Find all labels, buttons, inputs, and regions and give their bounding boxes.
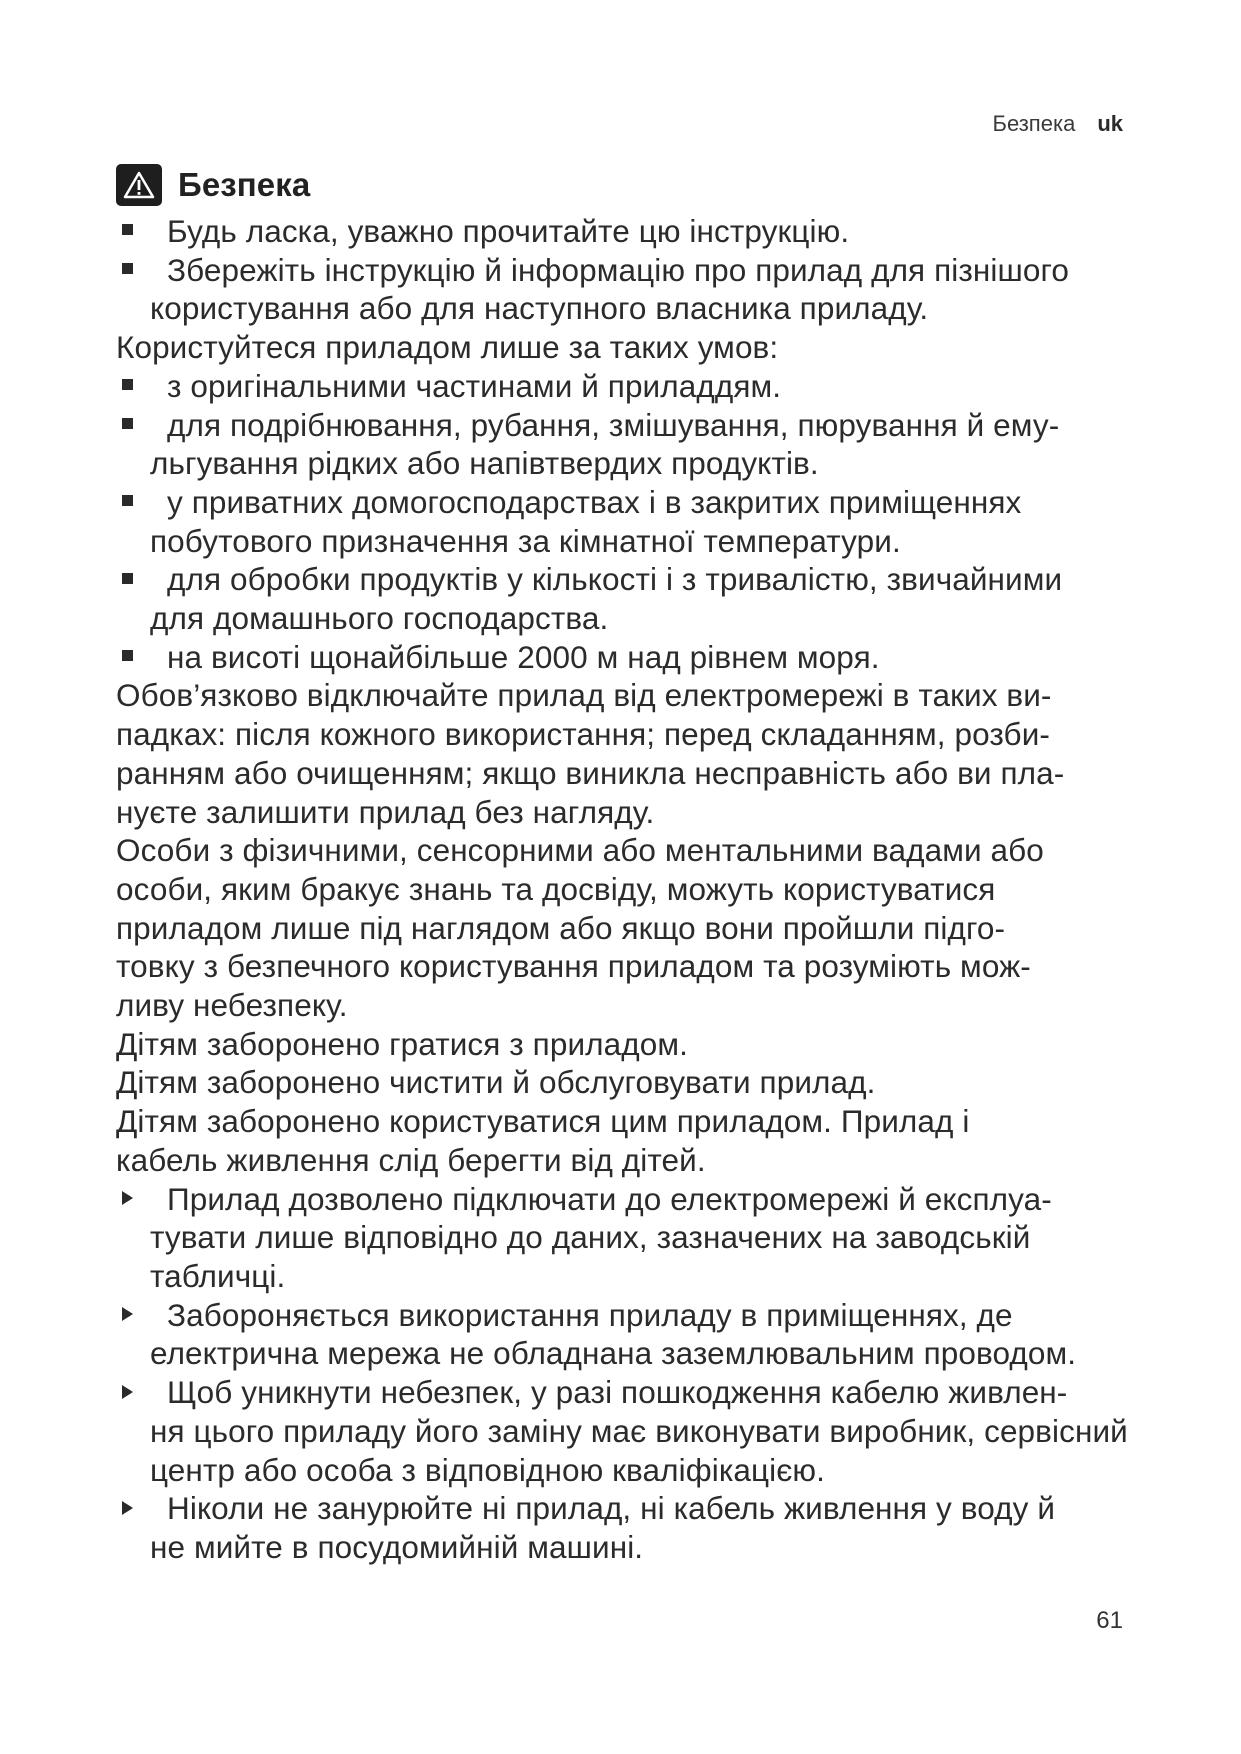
arrow-bullet-icon xyxy=(116,1180,150,1219)
item-text-continued: тувати лише відповідно до даних, зазначених на заводській табличці. xyxy=(150,1219,1031,1294)
paragraph-line: падках: після кожного використання; перед складанням, розби- xyxy=(116,716,1050,753)
item-text: Прилад дозволено підключати до електромережі й експлуа- xyxy=(167,1180,1052,1217)
warning-icon xyxy=(116,164,162,206)
item-text-continued: електрична мережа не обладнана заземлювальним проводом. xyxy=(150,1335,1077,1372)
item-text-continued: для домашнього господарства. xyxy=(150,600,609,637)
item-text: Забороняється використання приладу в приміщеннях, де xyxy=(167,1296,1013,1333)
page-number: 61 xyxy=(1096,1607,1123,1634)
item-text: Збережіть інструкцію й інформацію про прилад для пізнішого xyxy=(167,251,1069,288)
bullet-item xyxy=(116,483,1156,560)
square-bullet-icon xyxy=(116,483,150,522)
item-text: для подрібнювання, рубання, змішування, пюрування й ему- xyxy=(167,406,1060,443)
instruction-item xyxy=(116,1373,1156,1489)
paragraph-line: товку з безпечного користування приладом та розуміють мож- xyxy=(116,948,1031,985)
arrow-bullet-icon xyxy=(116,1489,150,1528)
item-text-continued: льгування рідких або напівтвердих продуктів. xyxy=(150,445,819,482)
paragraph-line: кабель живлення слід берегти від дітей. xyxy=(116,1141,706,1178)
section-title xyxy=(116,162,1156,208)
instruction-item xyxy=(116,1296,1156,1373)
paragraph-line: приладом лише під наглядом або якщо вони пройшли підго- xyxy=(116,909,1006,946)
item-text: на висоті щонайбільше 2000 м над рівнем моря. xyxy=(167,638,880,675)
paragraph-line: нуєте залишити прилад без нагляду. xyxy=(116,793,655,830)
paragraph-line: ранням або очищенням; якщо виникла несправність або ви пла- xyxy=(116,754,1065,791)
square-bullet-icon xyxy=(116,406,150,445)
instruction-item xyxy=(116,1489,1156,1566)
item-text-continued: користування або для наступного власника приладу. xyxy=(150,290,929,327)
item-text: у приватних домогосподарствах і в закритих приміщеннях xyxy=(167,483,1022,520)
body-text xyxy=(116,212,1156,1567)
item-text: Ніколи не занурюйте ні прилад, ні кабель живлення у воду й xyxy=(167,1490,1056,1527)
paragraph-line: ливу небезпеку. xyxy=(116,987,348,1024)
header-section: Безпека xyxy=(992,111,1076,136)
paragraph-line: Дітям заборонено гратися з приладом. xyxy=(116,1025,688,1062)
square-bullet-icon xyxy=(116,638,150,677)
paragraph-line: особи, яким бракує знань та досвіду, можуть користуватися xyxy=(116,870,996,907)
item-text-continued: побутового призначення за кімнатної температури. xyxy=(150,522,901,559)
running-header xyxy=(993,113,1123,135)
bullet-item xyxy=(116,212,1156,251)
paragraph-line: Дітям заборонено користуватися цим приладом. Прилад і xyxy=(116,1103,970,1140)
item-text: Щоб уникнути небезпек, у разі пошкодження кабелю живлен- xyxy=(167,1374,1068,1411)
paragraph-line: Дітям заборонено чистити й обслуговувати прилад. xyxy=(116,1064,876,1101)
bullet-item xyxy=(116,367,1156,406)
square-bullet-icon xyxy=(116,367,150,406)
item-text-continued: не мийте в посудомийній машині. xyxy=(150,1528,644,1565)
instruction-item xyxy=(116,1180,1156,1296)
paragraph-line: Користуйтеся приладом лише за таких умов: xyxy=(116,329,779,366)
bullet-item xyxy=(116,406,1156,483)
header-language: uk xyxy=(1097,111,1123,136)
square-bullet-icon xyxy=(116,560,150,599)
item-text-continued: ня цього приладу його заміну має виконувати виробник, сервісний центр або особа з відповідною кваліфікацією. xyxy=(150,1412,1128,1488)
safety-section xyxy=(116,162,1156,1567)
arrow-bullet-icon xyxy=(116,1296,150,1335)
square-bullet-icon xyxy=(116,212,150,251)
bullet-item xyxy=(116,638,1156,677)
paragraph-line: Особи з фізичними, сенсорними або ментальними вадами або xyxy=(116,832,1044,869)
item-text: з оригінальними частинами й приладдям. xyxy=(167,367,782,404)
paragraph-line: Обов’язково відключайте прилад від електромережі в таких ви- xyxy=(116,677,1052,714)
square-bullet-icon xyxy=(116,251,150,290)
item-text: для обробки продуктів у кількості і з тривалістю, звичайними xyxy=(167,561,1063,598)
bullet-item xyxy=(116,251,1156,328)
bullet-item xyxy=(116,560,1156,637)
section-title-text: Безпека xyxy=(178,165,311,203)
arrow-bullet-icon xyxy=(116,1373,150,1412)
item-text: Будь ласка, уважно прочитайте цю інструкцію. xyxy=(167,213,850,249)
